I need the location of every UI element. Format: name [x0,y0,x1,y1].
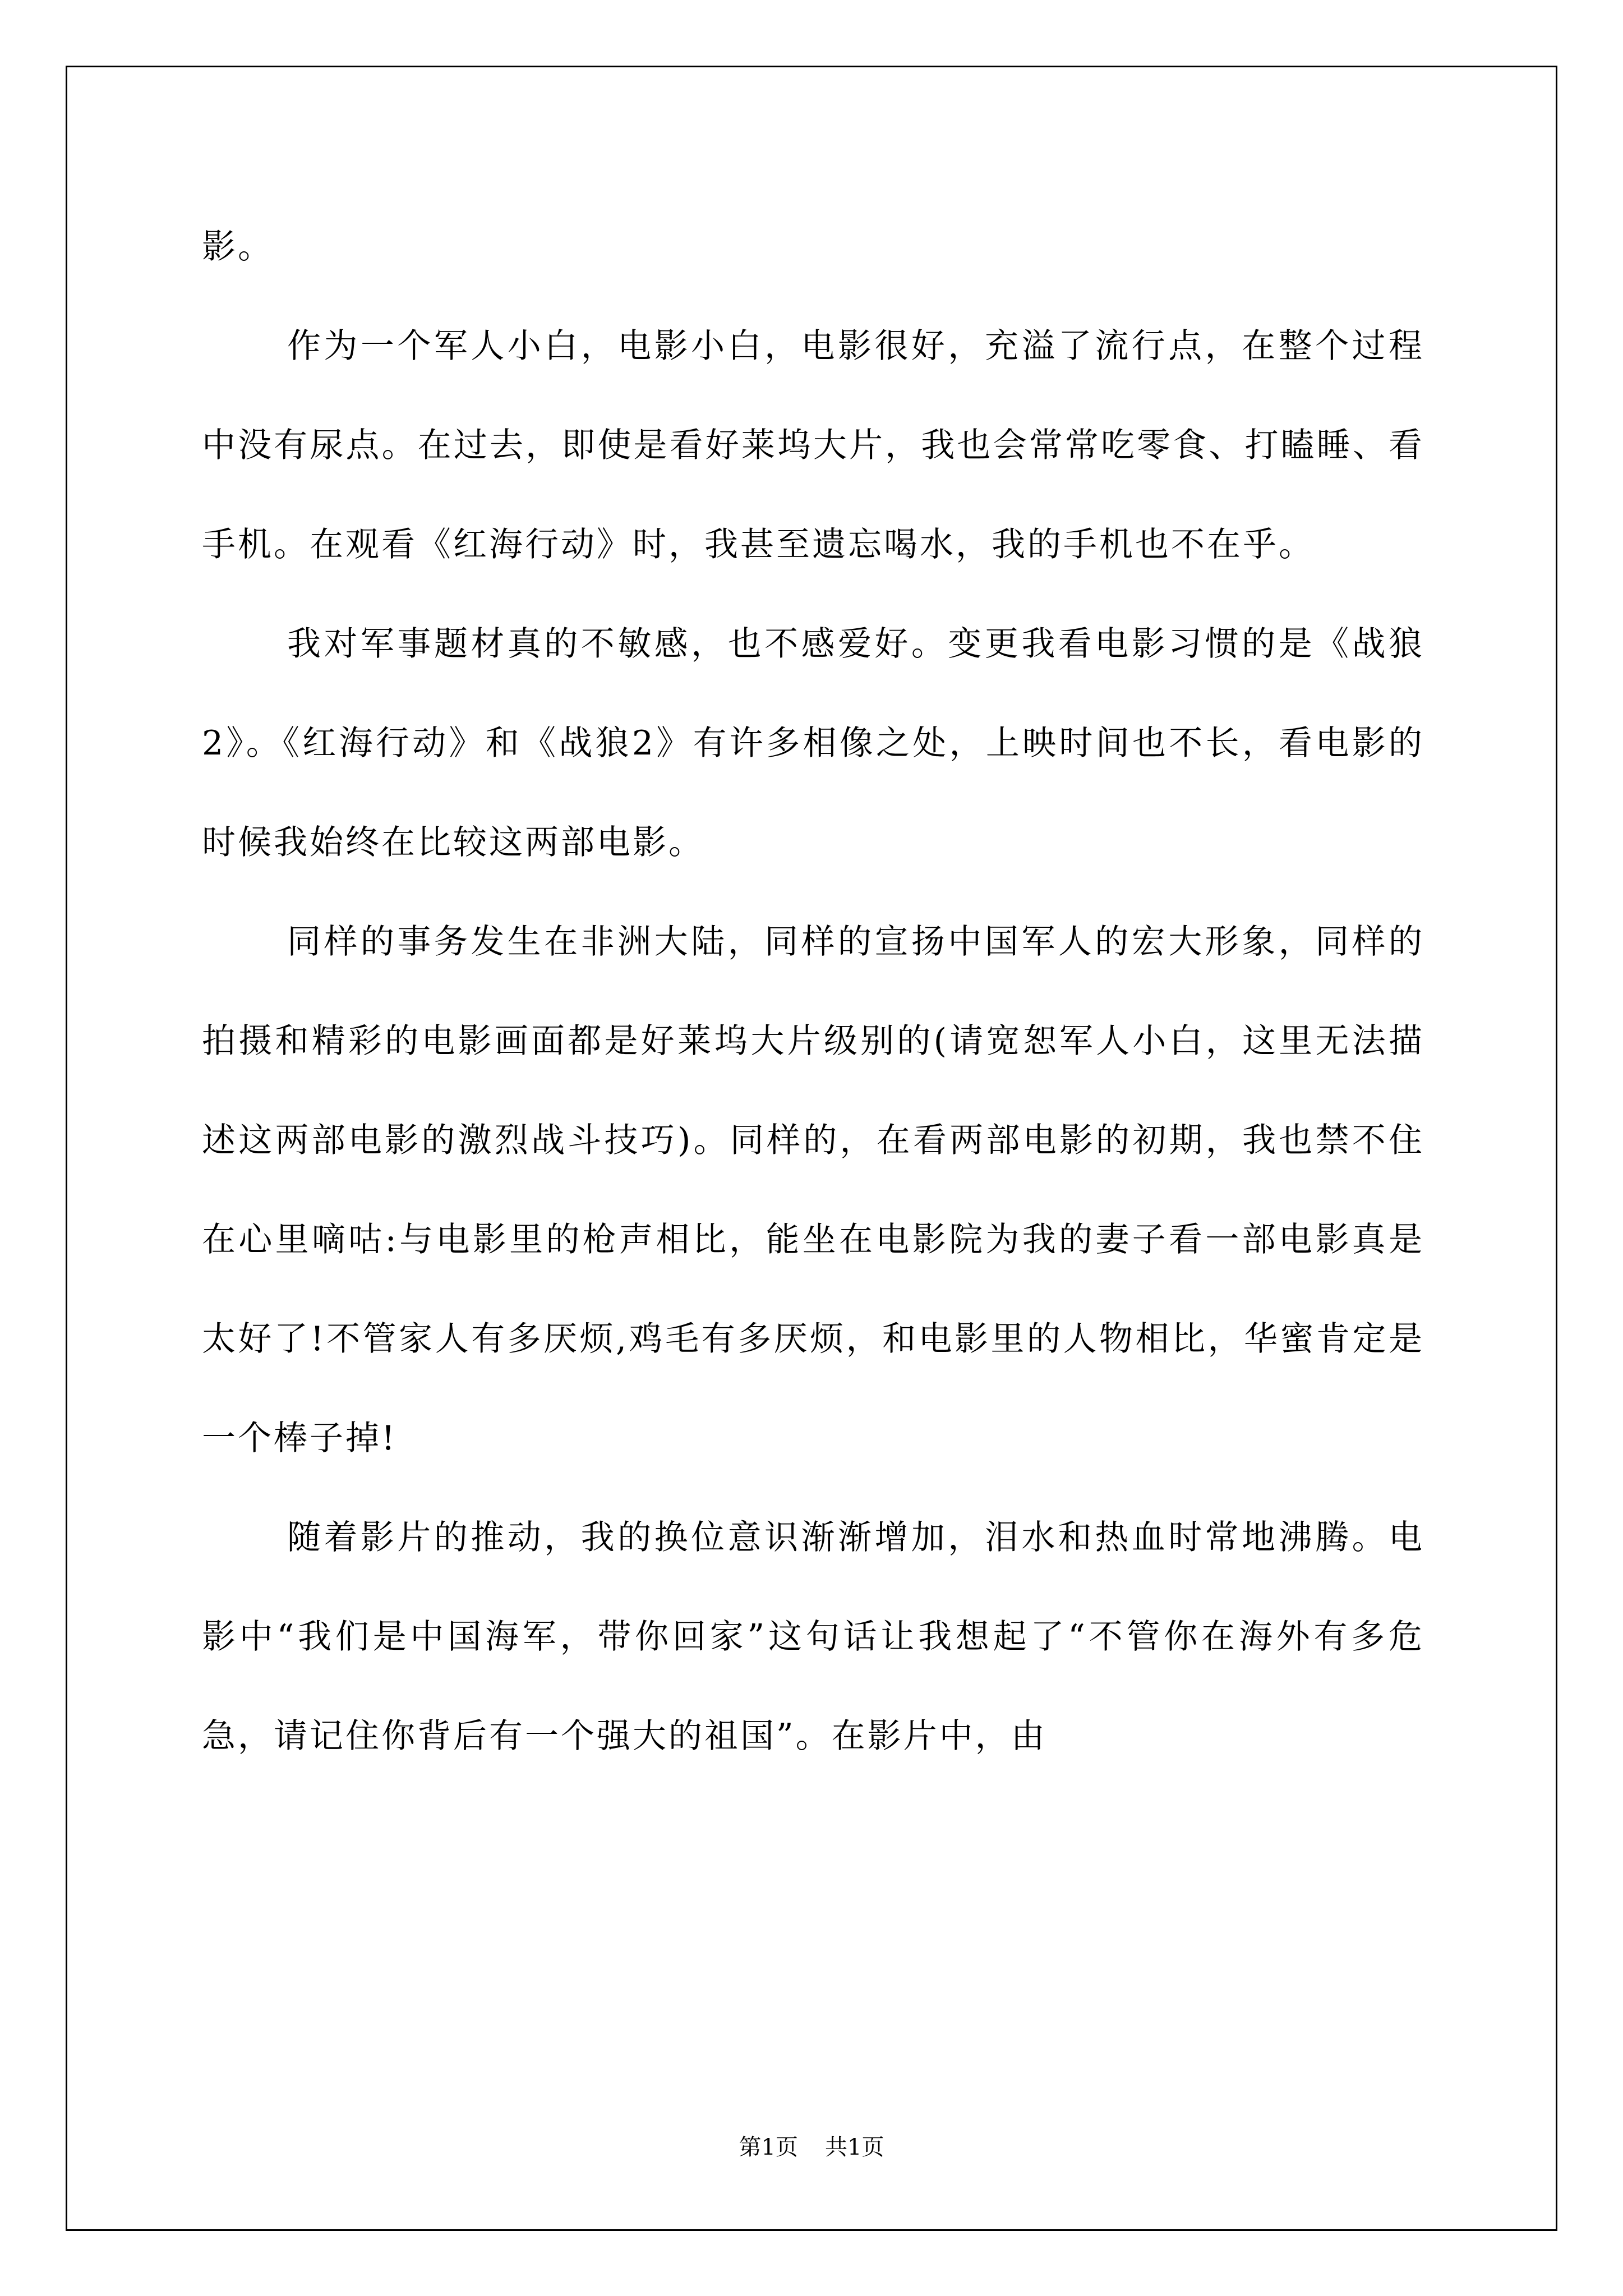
page-footer [0,2132,1623,2163]
paragraph: 作为一个军人小白，电影小白，电影很好，充溢了流行点，在整个过程中没有尿点。在过去，即使是看好莱坞大片，我也会常常吃零食、打瞌睡、看手机。在观看《红海行动》时，我甚至遗忘喝水，我的手机也不在乎。 [202,326,1424,564]
paragraph: 随着影片的推动，我的换位意识渐渐增加，泪水和热血时常地沸腾。电影中“我们是中国海军，带你回家”这句话让我想起了“不管你在海外有多危急，请记住你背后有一个强大的祖国”。在影片中，由 [202,1518,1424,1756]
paragraph: 同样的事务发生在非洲大陆，同样的宣扬中国军人的宏大形象，同样的拍摄和精彩的电影画面都是好莱坞大片级别的(请宽恕军人小白，这里无法描述这两部电影的激烈战斗技巧)。同样的，在看两部电影的初期，我也禁不住在心里嘀咕:与电影里的枪声相比，能坐在电影院为我的妻子看一部电影真是太好了!不管家人有多厌烦,鸡毛有多厌烦，和电影里的人物相比，华蜜肯定是一个棒子掉! [202,922,1424,1458]
page-number: 第1页 [739,2134,798,2160]
paragraph-continuation: 影。 [202,227,274,266]
paragraph: 我对军事题材真的不敏感，也不感爱好。变更我看电影习惯的是《战狼2》。《红海行动》和《战狼2》有许多相像之处，上映时间也不长，看电影的时候我始终在比较这两部电影。 [202,624,1424,862]
document-body [202,197,1424,1786]
page-total: 共1页 [825,2134,884,2160]
